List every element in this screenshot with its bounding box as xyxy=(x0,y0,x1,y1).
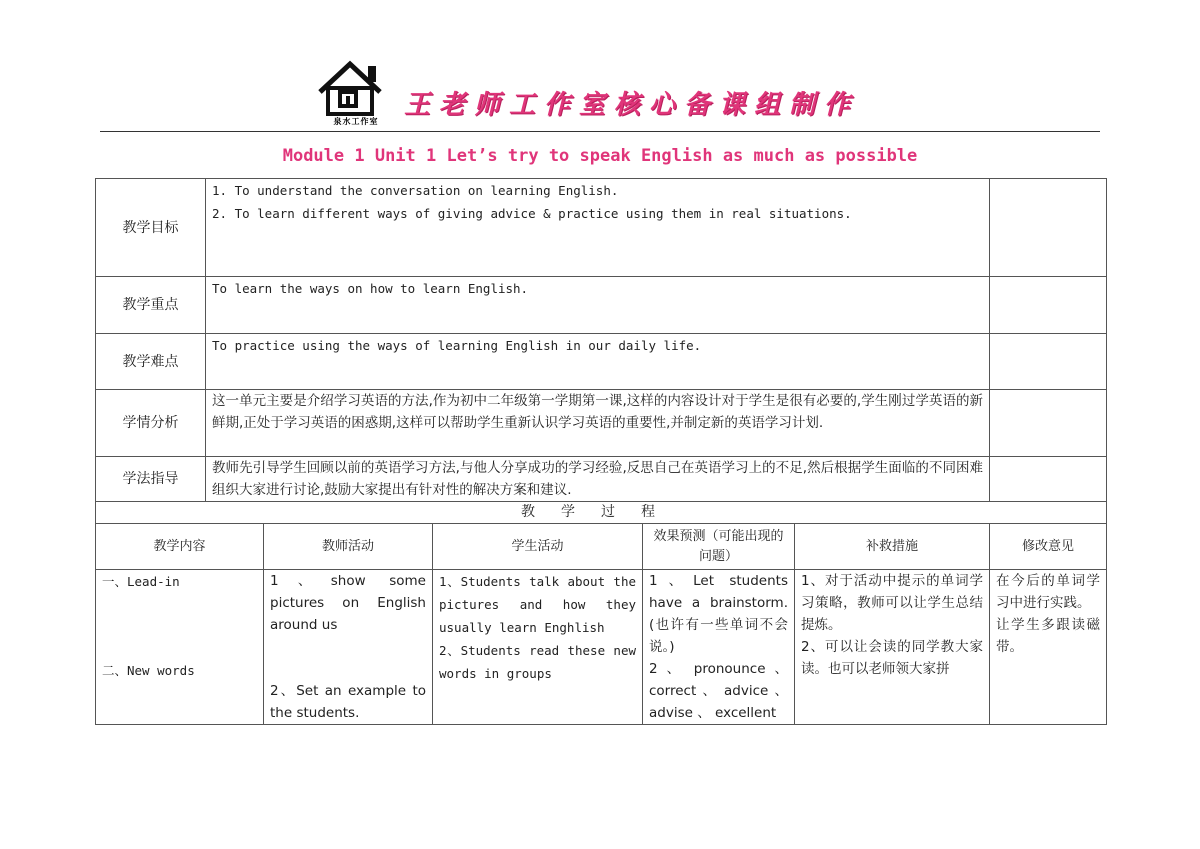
process-header-row xyxy=(96,524,1107,570)
student-activity-cell xyxy=(433,570,643,725)
key-points-note xyxy=(990,277,1107,334)
page-header xyxy=(0,0,1200,132)
step1-teacher: 1、show some pictures on English around us xyxy=(270,573,426,633)
remedy-cell xyxy=(795,570,990,725)
brand-banner: 王老师工作室核心备课组制作 xyxy=(404,90,860,120)
step2-student: 2、Students read these new words in groups xyxy=(439,643,636,681)
step1-student: 1、Students talk about the pictures and how they usually learn Enghlish xyxy=(439,574,636,635)
logo-caption: 泉水工作室 xyxy=(333,117,379,126)
key-points-label: 教学重点 xyxy=(96,277,206,334)
step2-teacher: 2、Set an example to the students. xyxy=(270,683,426,721)
difficulties-content: To practice using the ways of learning English in our daily life. xyxy=(206,334,990,390)
guidance-note xyxy=(990,457,1107,502)
difficulties-note xyxy=(990,334,1107,390)
step2-content: 二、New words xyxy=(102,663,195,678)
analysis-note xyxy=(990,390,1107,457)
process-heading: 教学过程 xyxy=(96,502,1107,524)
page-title: Module 1 Unit 1 Let’s try to speak English as much as possible xyxy=(282,146,918,166)
advice-cell xyxy=(990,570,1107,725)
guidance-content: 教师先引导学生回顾以前的英语学习方法,与他人分享成功的学习经验,反思自己在英语学习上的不足,然后根据学生面临的不同困难组织大家进行讨论,鼓励大家提出有针对性的解决方案和建议. xyxy=(206,457,990,502)
step1-effect: 1、Let students have a brainstorm.(也许有一些单词不会说。) xyxy=(649,573,788,655)
analysis-content: 这一单元主要是介绍学习英语的方法,作为初中二年级第一学期第一课,这样的内容设计对于学生是很有必要的,学生刚过学英语的新鲜期,正处于学习英语的困惑期,这样可以帮助学生重新认识学习英语的重要性,并制定新的英语学习计划. xyxy=(206,390,990,457)
col-header-remedy: 补救措施 xyxy=(795,524,990,570)
step1-advice: 在今后的单词学习中进行实践。 xyxy=(996,573,1101,611)
difficulties-label: 教学难点 xyxy=(96,334,206,390)
analysis-label: 学情分析 xyxy=(96,390,206,457)
col-header-effect: 效果预测（可能出现的问题） xyxy=(643,524,795,570)
objectives-row xyxy=(96,179,1107,277)
process-heading-row xyxy=(96,502,1107,524)
step1-remedy: 1、对于活动中提示的单词学习策略，教师可以让学生总结提炼。 xyxy=(801,573,984,633)
col-header-teacher: 教师活动 xyxy=(264,524,433,570)
col-header-content: 教学内容 xyxy=(96,524,264,570)
objectives-label: 教学目标 xyxy=(96,179,206,277)
process-steps-row xyxy=(96,570,1107,725)
objective-item: 1. To understand the conversation on learning English. xyxy=(212,183,619,198)
key-points-content: To learn the ways on how to learn English. xyxy=(206,277,990,334)
objectives-note xyxy=(990,179,1107,277)
objective-item: 2. To learn different ways of giving advice & practice using them in real situations. xyxy=(212,206,852,221)
effect-cell xyxy=(643,570,795,725)
step-content-cell xyxy=(96,570,264,725)
teacher-activity-cell xyxy=(264,570,433,725)
key-points-row xyxy=(96,277,1107,334)
col-header-advice: 修改意见 xyxy=(990,524,1107,570)
lesson-plan-table xyxy=(95,178,1107,725)
guidance-row xyxy=(96,457,1107,502)
col-header-student: 学生活动 xyxy=(433,524,643,570)
guidance-label: 学法指导 xyxy=(96,457,206,502)
step2-effect: 2 、 pronounce 、 correct 、 advice 、 advise 、 excellent xyxy=(649,661,788,721)
analysis-row xyxy=(96,390,1107,457)
step2-remedy: 2、可以让会读的同学教大家读。也可以老师领大家拼 xyxy=(801,639,984,677)
difficulties-row xyxy=(96,334,1107,390)
objectives-content xyxy=(206,179,990,277)
step2-advice: 让学生多跟读磁带。 xyxy=(996,617,1101,655)
header-divider xyxy=(100,131,1100,132)
step1-content: 一、Lead-in xyxy=(102,574,180,589)
studio-logo xyxy=(316,58,396,130)
